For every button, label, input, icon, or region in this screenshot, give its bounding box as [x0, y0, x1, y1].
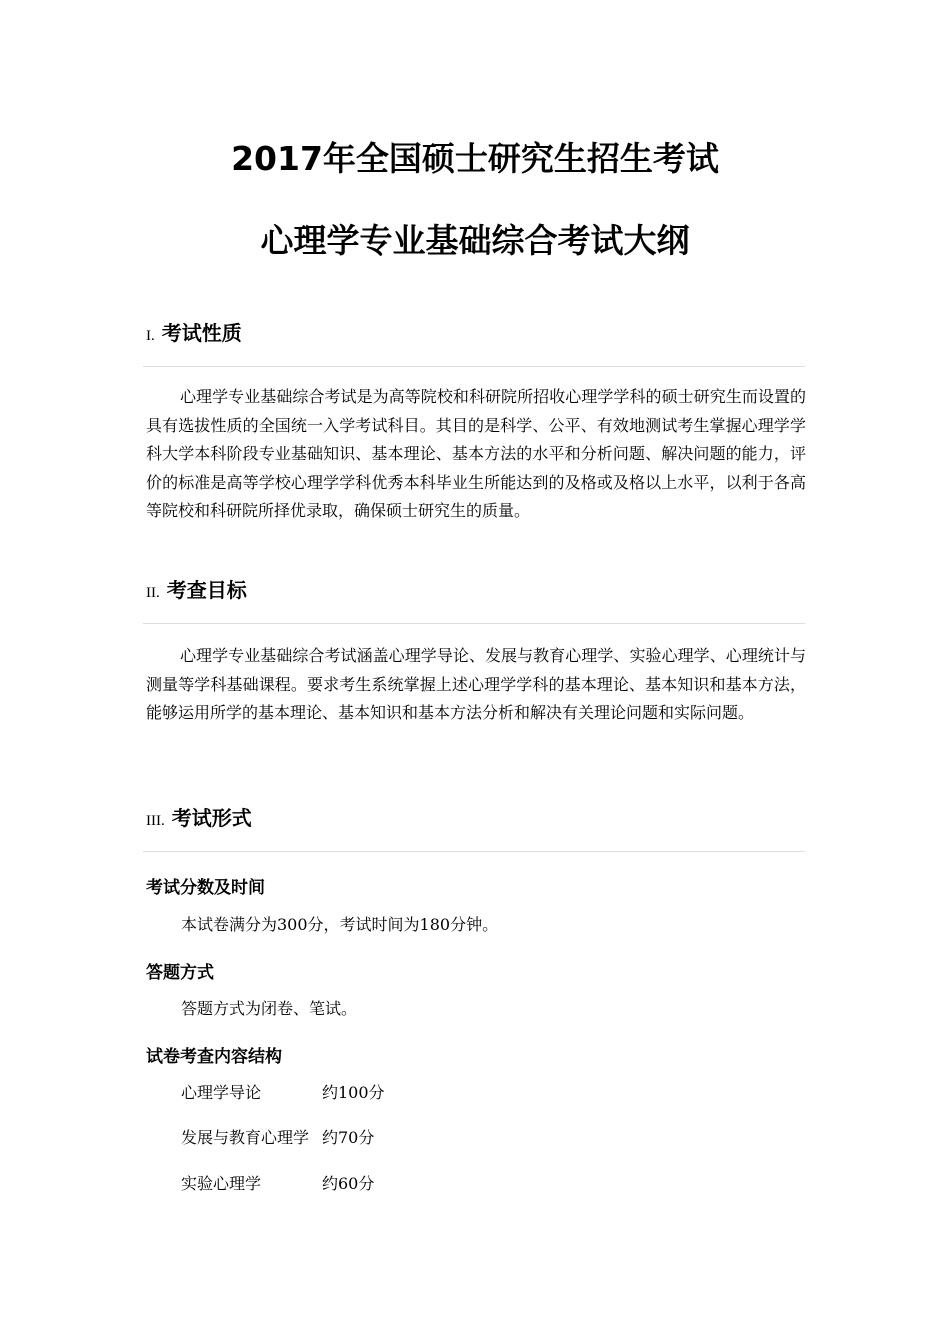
section-divider: [143, 623, 805, 624]
structure-score: 约60分: [322, 1174, 375, 1193]
section-title: 考试形式: [171, 806, 252, 830]
document-title-line2: 心理学专业基础综合考试大纲: [260, 221, 690, 260]
section-number: I.: [146, 328, 155, 344]
section-number: III.: [146, 813, 165, 829]
structure-row: [181, 1173, 374, 1195]
structure-score: 约100分: [322, 1083, 385, 1102]
section-heading-3: [146, 805, 252, 834]
section-title: 考查目标: [166, 578, 247, 602]
structure-score: 约70分: [322, 1128, 375, 1147]
section-number: II.: [146, 585, 160, 601]
structure-subject: 发展与教育心理学: [181, 1128, 310, 1147]
document-title-line1: 2017年全国硕士研究生招生考试: [231, 139, 719, 178]
section-divider: [143, 851, 805, 852]
section-heading-2: [146, 577, 247, 606]
section-title: 考试性质: [161, 321, 242, 345]
section-2-body: 心理学专业基础综合考试涵盖心理学导论、发展与教育心理学、实验心理学、心理统计与测量等学科基础课程。要求考生系统掌握上述心理学学科的基本理论、基本知识和基本方法，能够运用所学的基本理论、基本知识和基本方法分析和解决有关理论问题和实际问题。: [146, 646, 806, 722]
structure-row: [181, 1082, 385, 1104]
section-1-body: 心理学专业基础综合考试是为高等院校和科研院所招收心理学学科的硕士研究生而设置的具有选拔性质的全国统一入学考试科目。其目的是科学、公平、有效地测试考生掌握心理学学科大学本科阶段专业基础知识、基本理论、基本方法的水平和分析问题、解决问题的能力，评价的标准是高等学校心理学学科优秀本科毕业生所能达到的及格或及格以上水平，以利于各高等院校和科研院所择优录取，确保硕士研究生的质量。: [146, 387, 806, 520]
section-divider: [143, 366, 805, 367]
subsection-heading-score-time: 考试分数及时间: [146, 878, 265, 898]
subsection-heading-answer-mode: 答题方式: [146, 963, 214, 983]
section-heading-1: [146, 320, 242, 349]
score-time-text: 本试卷满分为300分，考试时间为180分钟。: [181, 915, 499, 934]
structure-row: [181, 1127, 374, 1149]
structure-subject: 实验心理学: [181, 1174, 262, 1193]
answer-mode-text: 答题方式为闭卷、笔试。: [181, 999, 358, 1018]
subsection-heading-structure: 试卷考查内容结构: [146, 1047, 282, 1067]
structure-subject: 心理学导论: [181, 1083, 262, 1102]
